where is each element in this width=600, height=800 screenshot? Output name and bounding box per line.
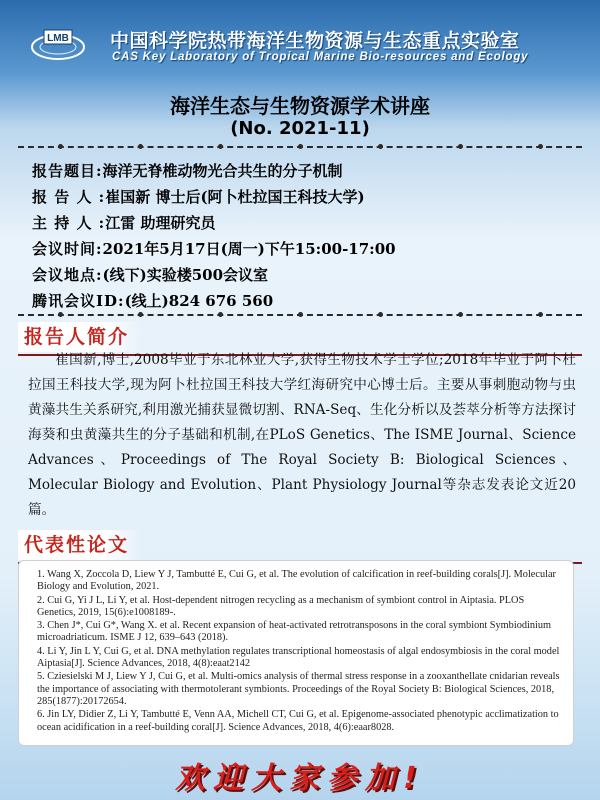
info-host-label: 主 持 人 : — [32, 214, 106, 232]
info-host-value: 江雷 助理研究员 — [105, 214, 216, 232]
poster-title: 海洋生态与生物资源学术讲座 — [170, 94, 430, 118]
divider-top — [18, 146, 582, 148]
lab-logo — [30, 25, 86, 65]
info-location-value: (线下)实验楼500会议室 — [102, 266, 269, 284]
info-topic-label: 报告题目: — [32, 162, 103, 180]
refs-section-header — [18, 530, 582, 564]
speaker-bio: 崔国新,博士,2008毕业于东北林业大学,获得生物技术学士学位;2018年毕业于阿卜杜拉国王科技大学,现为阿卜杜拉国王科技大学红海研究中心博士后。主要从事刺胞动物与虫黄藻共生关系研究,利用激光捕获显微切割、RNA-Seq、生化分析以及荟萃分析等方法探讨海葵和虫黄藻共生的分子基础和机制,在PLoS Genetics、The ISME Journal、Science Advances、Proceedings of The Royal Society B: Biological Sciences、Molecular Biology and Evolution、Plant Physiology Journal等杂志发表论文近20篇。 — [28, 352, 576, 518]
info-speaker — [32, 186, 365, 207]
info-location-label: 会议地点: — [32, 266, 103, 284]
reference-item: 4. Li Y, Jin L Y, Cui G, et al. DNA methylation regulates transcriptional homeostasis of algal endosymbiosis in the coral model Aiptasia[J]. Science Advances, 2018, 4(8):eaat2142 — [37, 645, 560, 670]
reference-item: 2. Cui G, Yi J L, Li Y, et al. Host-dependent nitrogen recycling as a mechanism of symbiont control in Aiptasia. PLOS Genetics, 2019, 15(6):e1008189-. — [37, 594, 525, 618]
info-topic — [32, 160, 343, 181]
reference-item: 5. Cziesielski M J, Liew Y J, Cui G, et al. Multi-omics analysis of thermal stress response in a zooxanthellate cnidarian reveals the importance of associating with thermotolerant symbionts. Proceedings of the Royal Society B: Biological Sciences, 2018, 285(1877):20172654. — [37, 671, 560, 707]
welcome-banner: 欢迎大家参加! — [175, 761, 425, 796]
info-location — [32, 264, 268, 285]
info-meeting-id — [32, 290, 273, 311]
info-topic-value: 海洋无脊椎动物光合共生的分子机制 — [102, 162, 343, 180]
poster-subtitle: (No. 2021-11) — [230, 118, 370, 139]
info-host — [32, 212, 215, 233]
info-speaker-label: 报 告 人 : — [32, 188, 106, 206]
bio-section-title: 报告人简介 — [18, 322, 141, 352]
institute-name-cn: 中国科学院热带海洋生物资源与生态重点实验室 — [110, 30, 520, 52]
institute-name-en: CAS Key Laboratory of Tropical Marine Bio-resources and Ecology — [112, 51, 529, 63]
reference-item: 6. Jin LY, Didier Z, Li Y, Tambutté E, Venn AA, Michell CT, Cui G, et al. Epigenome-associated phenotypic acclimatization to ocean acidification in a reef-building coral[J]. Science Advances, 2018, 4(6):eaar8028. — [37, 709, 559, 733]
info-time-label: 会议时间: — [32, 240, 103, 258]
refs-section-title: 代表性论文 — [18, 530, 141, 560]
info-meeting-id-label: 腾讯会议ID: — [32, 292, 125, 310]
references-box — [18, 560, 574, 746]
logo-text: LMB — [47, 33, 69, 44]
info-time-value: 2021年5月17日(周一)下午15:00-17:00 — [102, 240, 396, 258]
info-time — [32, 238, 396, 259]
divider-bottom — [18, 314, 582, 316]
info-speaker-value: 崔国新 博士后(阿卜杜拉国王科技大学) — [105, 188, 365, 206]
reference-item: 3. Chen J*, Cui G*, Wang X. et al. Recent expansion of heat-activated retrotransposons in the coral symbiont Symbiodinium microadriaticum. ISME J 12, 639–643 (2018). — [37, 620, 552, 644]
info-meeting-id-value: (线上)824 676 560 — [124, 292, 274, 310]
reference-item: 1. Wang X, Zoccola D, Liew Y J, Tambutté E, Cui G, et al. The evolution of calcification in reef-building corals[J]. Molecular Biology and Evolution, 2021. — [37, 569, 556, 593]
